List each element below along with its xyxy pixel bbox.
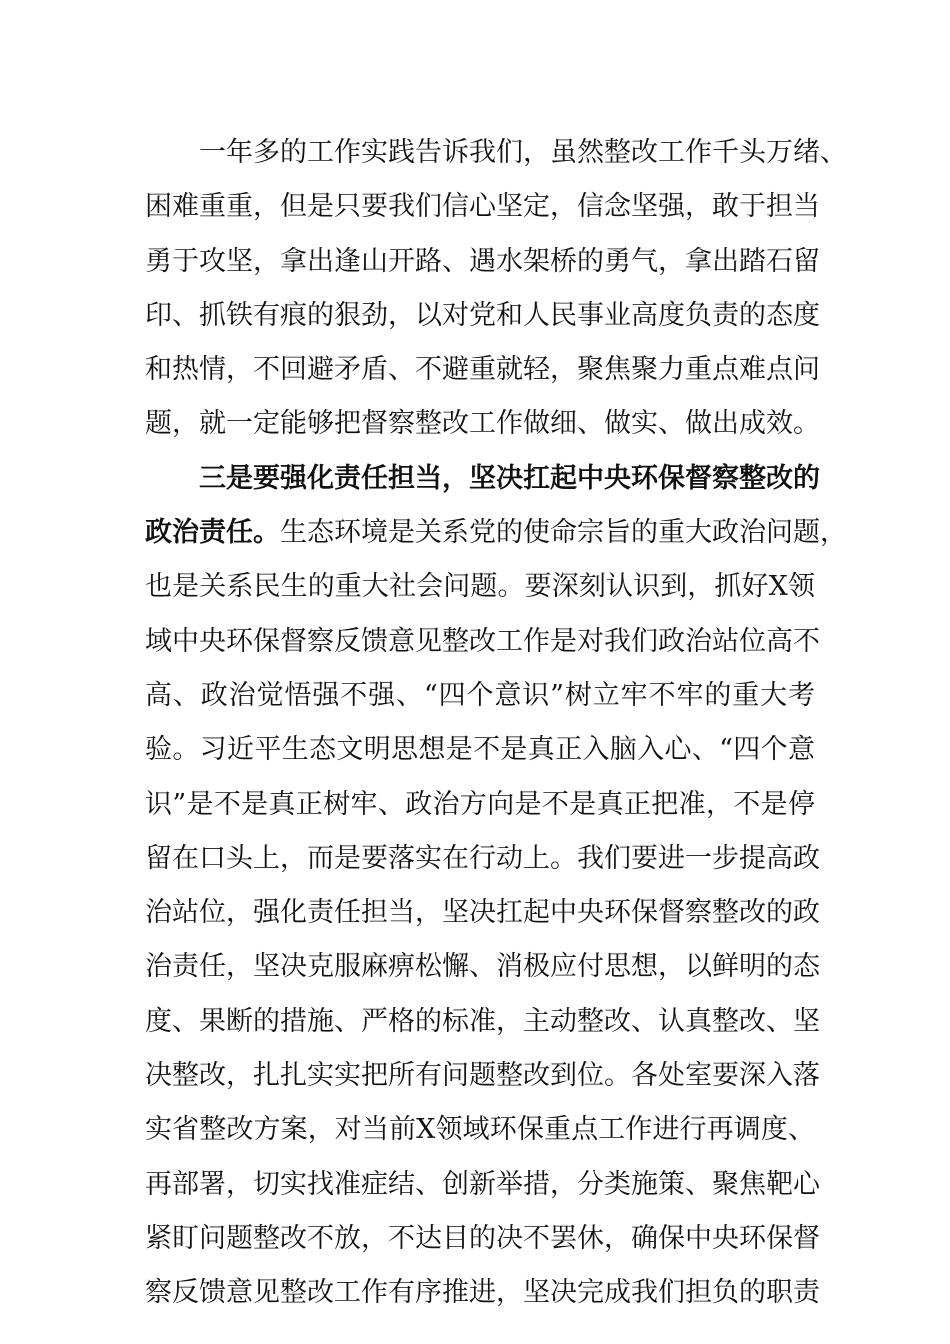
- text-line: 留在口头上，而是要落实在行动上。我们要进一步提高政: [145, 842, 820, 874]
- text-line: 决整改，扎扎实实把所有问题整改到位。各处室要深入落: [145, 1060, 820, 1092]
- text-line: 治责任，坚决克服麻痹松懈、消极应付思想，以鲜明的态: [145, 951, 820, 983]
- text-line: 题，就一定能够把督察整改工作做细、做实、做出成效。: [145, 408, 820, 440]
- text-line: 察反馈意见整改工作有序推进，坚决完成我们担负的职责: [145, 1277, 820, 1309]
- paragraph-2-heading-line: 三是要强化责任担当，坚决扛起中央环保督察整改的: [199, 462, 820, 494]
- text-line: 一年多的工作实践告诉我们，虽然整改工作千头万绪、: [199, 137, 847, 168]
- text-line: 和热情，不回避矛盾、不避重就轻，聚焦聚力重点难点问: [145, 354, 820, 386]
- text-line: [145, 506, 847, 560]
- text-run: 生态环境是关系党的使命宗旨的重大政治问题，: [280, 517, 847, 549]
- paragraph-1: [145, 126, 847, 1321]
- text-line: 印、抓铁有痕的狠劲，以对党和人民事业高度负责的态度: [145, 299, 820, 331]
- text-line: 域中央环保督察反馈意见整改工作是对我们政治站位高不: [145, 625, 820, 657]
- text-line: 困难重重，但是只要我们信心坚定，信念坚强，敢于担当: [145, 191, 820, 223]
- text-line: 也是关系民生的重大社会问题。要深刻认识到，抓好X领: [145, 571, 815, 603]
- text-line: 勇于攻坚，拿出逢山开路、遇水架桥的勇气，拿出踏石留: [145, 245, 820, 277]
- text-line: 高、政治觉悟强不强、“四个意识”树立牢不牢的重大考: [145, 679, 815, 711]
- text-line: 紧盯问题整改不放，不达目的决不罢休，确保中央环保督: [145, 1222, 820, 1254]
- text-line: 识”是不是真正树牢、政治方向是不是真正把准，不是停: [145, 788, 815, 820]
- text-line: 实省整改方案，对当前X领域环保重点工作进行再调度、: [145, 1114, 815, 1146]
- text-line: 度、果断的措施、严格的标准，主动整改、认真整改、坚: [145, 1005, 820, 1037]
- text-line: 再部署，切实找准症结、创新举措，分类施策、聚焦靶心: [145, 1168, 820, 1200]
- text-line: 验。习近平生态文明思想是不是真正入脑入心、“四个意: [145, 734, 815, 766]
- text-line: 治站位，强化责任担当，坚决扛起中央环保督察整改的政: [145, 897, 820, 929]
- paragraph-2-heading-end: 政治责任。: [145, 517, 280, 549]
